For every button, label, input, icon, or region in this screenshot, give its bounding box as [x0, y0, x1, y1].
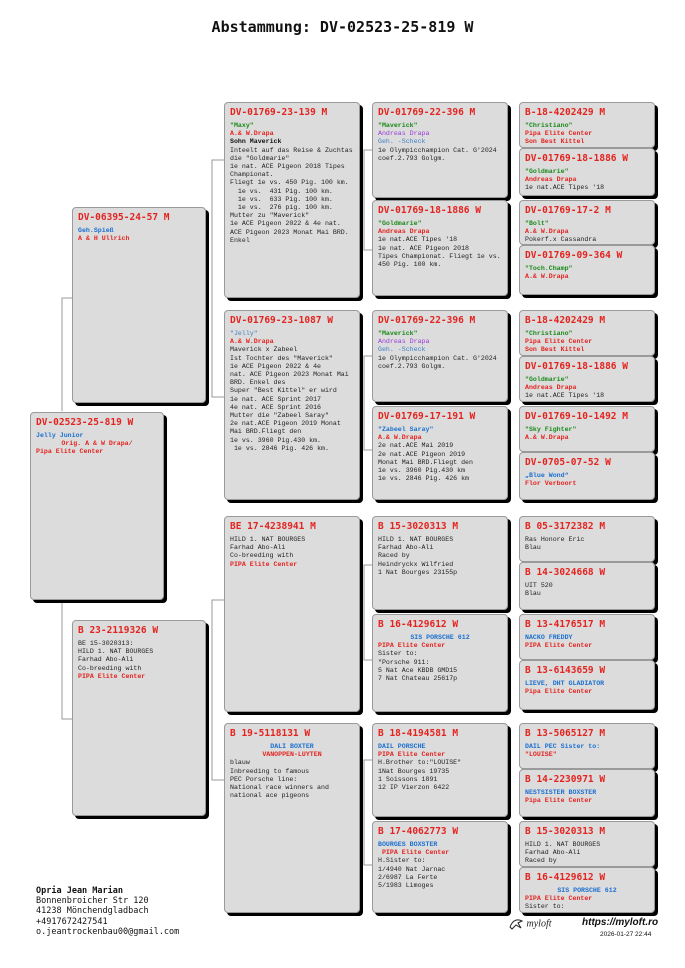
- generation-4-ancestor-card-6[interactable]: [519, 406, 655, 452]
- pedigree-text-line: 1e vs. 3960 Pig.430 km: [378, 467, 466, 475]
- ring-number: DV-01769-18-1886 W: [525, 153, 628, 164]
- pedigree-text-line: 5 Nat Ace KBDB GMD15: [378, 666, 458, 674]
- pedigree-text-line: VANOPPEN-LUYTEN: [262, 751, 322, 759]
- page-title: Abstammung: DV-02523-25-819 W: [211, 18, 474, 36]
- pedigree-text-line: Jelly Junior: [36, 432, 84, 439]
- timestamp: 2026-01-27 22:44: [600, 931, 652, 938]
- breeder-name: Opria Jean Marian: [36, 886, 123, 896]
- pedigree-text-line: A.& W.Drapa: [525, 228, 569, 236]
- pedigree-text-line: 12 IP Vierzon 6422: [378, 784, 450, 792]
- pedigree-text-line: HILD 1. NAT BOURGES: [525, 841, 601, 848]
- pedigree-text-line: NACKO FREDDY: [525, 634, 573, 641]
- pedigree-text-line: H.Sister to:: [378, 857, 426, 865]
- pedigree-text-line: 1e Olympicchampion Cat. G'2024 coef.2.793 Golgm.: [378, 354, 501, 370]
- generation-4-ancestor-card-14[interactable]: [519, 821, 655, 867]
- breeder-address: [36, 886, 179, 937]
- generation-3-ancestor-card-6[interactable]: [372, 723, 508, 817]
- pedigree-text-line: Geh.Spieß: [78, 227, 114, 234]
- father-card[interactable]: [72, 207, 206, 403]
- pedigree-text-line: Raced by: [525, 857, 557, 865]
- pedigree-text-line: Pipa Elite Center: [525, 338, 593, 346]
- pedigree-text-line: A.& W.Drapa: [230, 130, 274, 138]
- pedigree-text-line: 1e vs. 2846 Pig. 426 km: [378, 475, 470, 483]
- generation-4-ancestor-card-8[interactable]: [519, 516, 655, 562]
- ring-number: B 16-4129612 W: [525, 872, 606, 883]
- pedigree-text-line: "Christiano": [525, 330, 573, 337]
- ring-number: DV-01769-17-2 M: [525, 205, 611, 216]
- pedigree-text-line: "Porsche 911:: [378, 658, 430, 666]
- generation-4-ancestor-card-12[interactable]: [519, 723, 655, 769]
- generation-3-ancestor-card-5[interactable]: [372, 614, 508, 712]
- logo-text: myloft: [526, 918, 552, 930]
- pedigree-text-line: Geh. -Scheck: [378, 346, 426, 354]
- ring-number: DV-01769-18-1886 W: [525, 361, 628, 372]
- pedigree-text-line: Orig. A & W Drapa/: [61, 440, 133, 448]
- breeder-city: 41238 Mönchendgladbach: [36, 906, 149, 917]
- generation-2-ancestor-card-1[interactable]: [224, 310, 360, 500]
- pedigree-text-line: Pipa Elite Center: [525, 130, 593, 138]
- generation-4-ancestor-card-4[interactable]: [519, 310, 655, 356]
- ring-number: DV-01769-22-396 M: [378, 315, 476, 326]
- pedigree-text-line: Son Best Kittel: [525, 138, 585, 146]
- pedigree-text-line: 1e vs. 2846 Pig. 426 km.: [230, 444, 329, 452]
- pedigree-text-line: "Goldmarie": [525, 376, 569, 383]
- generation-4-ancestor-card-13[interactable]: [519, 769, 655, 817]
- ring-number: B 14-3024668 W: [525, 567, 606, 578]
- pedigree-text-line: Ist Tochter des "Maverick": [230, 354, 333, 362]
- pedigree-text-line: "Maverick": [378, 330, 418, 337]
- pedigree-text-line: Farhad Abo-Ali: [525, 849, 581, 857]
- ring-number: DV-01769-22-396 M: [378, 107, 476, 118]
- pedigree-text-line: 1e nat. ACE Pigeon 2018: [378, 244, 470, 252]
- pedigree-text-line: "Maverick": [378, 122, 418, 129]
- pedigree-text-line: Blau: [525, 544, 541, 552]
- generation-3-ancestor-card-2[interactable]: [372, 310, 508, 402]
- pedigree-text-line: Co-breeding with: [78, 664, 142, 672]
- pedigree-text-line: 1/4940 Nat Jarnac: [378, 865, 446, 873]
- pedigree-text-line: Raced by: [378, 552, 410, 560]
- pedigree-text-line: "LOUISE": [525, 751, 557, 759]
- pedigree-text-line: Pokerf.x Cassandra: [525, 236, 597, 244]
- pedigree-text-line: Sohn Maverick: [230, 138, 282, 146]
- generation-4-ancestor-card-2[interactable]: [519, 200, 655, 245]
- pedigree-text-line: PIPA Elite Center: [378, 751, 446, 759]
- ring-number: B 05-3172382 M: [525, 521, 606, 532]
- ring-number: DV-01769-17-191 W: [378, 411, 476, 422]
- pedigree-text-line: 1e Olympicchampion Cat. G'2024 coef.2.793 Golgm.: [378, 146, 501, 162]
- pedigree-text-line: A.& W.Drapa: [378, 434, 422, 442]
- ring-number: B 19-5118131 W: [230, 728, 311, 739]
- pedigree-text-line: DAIL PEC Sister to:: [525, 743, 601, 750]
- pedigree-text-line: 1e nat. ACE Pigeon 2018 Tipes Championat.: [230, 163, 349, 179]
- ring-number: B 13-5065127 M: [525, 728, 606, 739]
- pedigree-text-line: HILD 1. NAT BOURGES: [78, 648, 154, 656]
- breeder-street: Bonnenbroicher Str 120: [36, 896, 149, 907]
- ring-number: B 16-4129612 W: [378, 619, 459, 630]
- pedigree-text-line: 1Nat Bourges 19735: [378, 767, 450, 775]
- generation-4-ancestor-card-9[interactable]: [519, 562, 655, 610]
- breeder-phone: +4917672427541: [36, 916, 108, 927]
- pedigree-text-line: DALI BOXTER: [270, 743, 314, 750]
- pedigree-text-line: LIEVE, DHT GLADIATOR: [525, 680, 605, 687]
- subject-pigeon-card[interactable]: [30, 412, 164, 600]
- pedigree-text-line: "Toch.Champ": [525, 265, 573, 272]
- pedigree-text-line: A & H Ullrich: [78, 235, 130, 243]
- pedigree-text-line: PEC Porsche line:: [230, 775, 298, 783]
- pedigree-text-line: Inbreeding to famous: [230, 767, 310, 775]
- pedigree-text-line: 7 Nat Chateau 25617p: [378, 675, 458, 683]
- pedigree-text-line: 1e vs. 276 pig. 100 km.: [230, 204, 333, 212]
- pedigree-text-line: H.Brother to:"LOUISE": [378, 759, 462, 767]
- pedigree-text-line: Son Best Kittel: [525, 346, 585, 354]
- pedigree-text-line: 2e nat.ACE Mai 2019: [378, 442, 454, 450]
- ring-number: DV-0705-07-52 W: [525, 457, 611, 468]
- pedigree-text-line: Farhad Abo-Ali: [230, 544, 286, 552]
- pedigree-text-line: 1e vs. 3960 Pig.430 km.: [230, 436, 322, 444]
- pedigree-text-line: PIPA Elite Center: [525, 642, 593, 650]
- pedigree-text-line: Fliegt 1e vs. 450 Pig. 100 km.: [230, 179, 349, 187]
- pedigree-text-line: DAIL PORSCHE: [378, 743, 426, 750]
- pedigree-text-line: HILD 1. NAT BOURGES: [378, 536, 454, 543]
- pedigree-text-line: 1e nat.ACE Tipes '18: [525, 184, 605, 192]
- pedigree-text-line: Geh. -Scheck: [378, 138, 426, 146]
- generation-4-ancestor-card-5[interactable]: [519, 356, 655, 402]
- pedigree-text-line: Blau: [525, 590, 541, 598]
- generation-2-ancestor-card-3[interactable]: [224, 723, 360, 913]
- generation-3-ancestor-card-0[interactable]: [372, 102, 508, 198]
- breeder-email: o.jeantrockenbau00@gmail.com: [36, 926, 180, 937]
- pedigree-text-line: PIPA Elite Center: [78, 672, 146, 680]
- generation-2-ancestor-card-2[interactable]: [224, 516, 360, 712]
- pedigree-text-line: Farhad Abo-Ali: [78, 656, 134, 664]
- pedigree-text-line: 1e ACE Pigeon 2022 & 4e: [230, 362, 322, 370]
- pedigree-text-line: "Goldmarie": [378, 220, 422, 227]
- pedigree-text-line: 1e ACE Pigeon 2022 & 4e nat. ACE Pigeon 2023 Monat Mai BRD. Enkel: [230, 220, 353, 244]
- pedigree-text-line: 2e nat.ACE Pigeon 2019: [378, 450, 466, 458]
- generation-3-ancestor-card-3[interactable]: [372, 406, 508, 500]
- ring-number: B 15-3020313 M: [525, 826, 606, 837]
- pedigree-text-line: Andreas Drapa: [378, 228, 430, 236]
- pedigree-text-line: "Goldmarie": [525, 168, 569, 175]
- pedigree-text-line: PIPA Elite Center: [230, 560, 298, 568]
- ring-number: DV-01769-23-1087 W: [230, 315, 333, 326]
- ring-number: BE 17-4238941 M: [230, 521, 316, 532]
- pedigree-text-line: 1e nat.ACE Tipes '18: [378, 236, 458, 244]
- generation-4-ancestor-card-10[interactable]: [519, 614, 655, 660]
- pedigree-text-line: UIT 520: [525, 582, 553, 589]
- ring-number: DV-01769-18-1886 W: [378, 205, 481, 216]
- pedigree-text-line: SIS PORSCHE 612: [410, 634, 470, 641]
- pedigree-text-line: Mutter zu "Maverick": [230, 212, 310, 220]
- pedigree-text-line: Heindryckx Wilfried: [378, 560, 454, 568]
- generation-4-ancestor-card-1[interactable]: [519, 148, 655, 196]
- pedigree-text-line: BE 15-3020313:: [78, 640, 134, 647]
- pedigree-text-line: Super "Best Kittel" er wird: [230, 387, 337, 395]
- pedigree-text-line: Sister to:: [378, 650, 418, 658]
- ring-number: DV-01769-23-139 M: [230, 107, 328, 118]
- generation-3-ancestor-card-7[interactable]: [372, 821, 508, 913]
- generation-4-ancestor-card-3[interactable]: [519, 245, 655, 295]
- pedigree-text-line: „Blue Wond“: [525, 472, 569, 479]
- pedigree-text-line: "Bolt": [525, 220, 549, 227]
- generation-3-ancestor-card-1[interactable]: [372, 200, 508, 296]
- pedigree-text-line: Maverick x Zabeel: [230, 346, 298, 354]
- ring-number: B-18-4202429 M: [525, 315, 606, 326]
- pedigree-text-line: SIS PORSCHE 612: [557, 887, 617, 894]
- pedigree-text-line: A.& W.Drapa: [230, 338, 274, 346]
- pedigree-text-line: blauw: [230, 759, 250, 767]
- pedigree-text-line: A.& W.Drapa: [525, 273, 569, 281]
- generation-4-ancestor-card-7[interactable]: [519, 452, 655, 500]
- pedigree-text-line: 2e nat.ACE Pigeon 2019 Monat Mai BRD.Fliegt den: [230, 420, 345, 436]
- pigeon-icon: [508, 917, 524, 931]
- ring-number: B 13-6143659 W: [525, 665, 606, 676]
- pedigree-text-line: 2/6987 La Ferte: [378, 873, 438, 881]
- pedigree-text-line: 1e vs. 633 Pig. 100 km.: [230, 195, 333, 203]
- pedigree-text-line: NESTSISTER BOXSTER: [525, 789, 597, 796]
- mother-card[interactable]: [72, 620, 206, 816]
- generation-3-ancestor-card-4[interactable]: [372, 516, 508, 610]
- generation-4-ancestor-card-0[interactable]: [519, 102, 655, 148]
- pedigree-text-line: "Jelly": [230, 330, 258, 337]
- pedigree-text-line: Inteelt auf das Reise & Zuchtas die "Goldmarie": [230, 146, 357, 162]
- pedigree-text-line: PIPA Elite Center: [378, 849, 450, 857]
- pedigree-text-line: 1 Nat Bourges 23155p: [378, 568, 458, 576]
- pedigree-text-line: Mutter die "Zabeel Saray": [230, 412, 329, 420]
- pedigree-text-line: BOURGES BOXSTER: [378, 841, 438, 848]
- pedigree-text-line: national ace pigeons: [230, 792, 310, 800]
- pedigree-text-line: Co-breeding with: [230, 552, 294, 560]
- pedigree-text-line: Flor Verboort: [525, 480, 577, 488]
- ring-number: DV-01769-09-364 W: [525, 250, 623, 261]
- ring-number: B 14-2230971 W: [525, 774, 606, 785]
- pedigree-text-line: 1e vs. 431 Pig. 100 km.: [230, 187, 333, 195]
- pedigree-text-line: HILD 1. NAT BOURGES: [230, 536, 306, 543]
- ring-number: B 15-3020313 M: [378, 521, 459, 532]
- pedigree-text-line: Pipa Elite Center: [525, 797, 593, 805]
- pedigree-text-line: Andreas Drapa: [378, 338, 430, 346]
- pedigree-text-line: PIPA Elite Center: [525, 895, 593, 903]
- pedigree-text-line: PIPA Elite Center: [378, 642, 446, 650]
- ring-number: B 13-4176517 M: [525, 619, 606, 630]
- pedigree-text-line: Andreas Drapa: [525, 176, 577, 184]
- pedigree-text-line: "Maxy": [230, 122, 254, 129]
- pedigree-text-line: Ras Honore Eric: [525, 536, 585, 543]
- pedigree-text-line: Sister to:: [525, 903, 565, 911]
- pedigree-text-line: Pipa Elite Center: [36, 448, 104, 456]
- pedigree-text-line: 5/1983 Limoges: [378, 882, 434, 890]
- ring-number: B 18-4194581 M: [378, 728, 459, 739]
- ring-number: DV-01769-10-1492 M: [525, 411, 628, 422]
- generation-4-ancestor-card-11[interactable]: [519, 660, 655, 710]
- pedigree-text-line: "Zabeel Saray": [378, 426, 434, 433]
- pedigree-text-line: Tipes Championat. Fliegt 1e vs. 450 Pig. 100 km.: [378, 252, 505, 269]
- pedigree-text-line: 1e nat. ACE Sprint 2017: [230, 395, 322, 403]
- pedigree-text-line: Andreas Drapa: [525, 384, 577, 392]
- generation-2-ancestor-card-0[interactable]: [224, 102, 360, 298]
- pedigree-text-line: "Sky Fighter": [525, 426, 577, 433]
- pedigree-text-line: 1e nat.ACE Tipes '18: [525, 392, 605, 400]
- pedigree-text-line: Farhad Abo-Ali: [378, 544, 434, 552]
- pedigree-text-line: "Christiano": [525, 122, 573, 129]
- pedigree-text-line: A.& W.Drapa: [525, 434, 569, 442]
- pedigree-text-line: 4e nat. ACE Sprint 2016: [230, 403, 322, 411]
- pedigree-text-line: National race winners and: [230, 784, 329, 792]
- ring-number: B 23-2119326 W: [78, 625, 159, 636]
- pedigree-text-line: 1 Soissons 1891: [378, 775, 438, 783]
- ring-number: DV-02523-25-819 W: [36, 417, 134, 428]
- ring-number: DV-06395-24-57 M: [78, 212, 170, 223]
- generation-4-ancestor-card-15[interactable]: [519, 867, 655, 913]
- site-url[interactable]: https://myloft.ro: [582, 917, 659, 928]
- pedigree-text-line: Monat Mai BRD.Fliegt den: [378, 458, 473, 466]
- pedigree-text-line: Pipa Elite Center: [525, 688, 593, 696]
- myloft-logo: [508, 917, 552, 931]
- ring-number: B-18-4202429 M: [525, 107, 606, 118]
- pedigree-text-line: Andreas Drapa: [378, 130, 430, 138]
- pedigree-text-line: nat. ACE Pigeon 2023 Monat Mai BRD. Enkel des: [230, 371, 353, 387]
- ring-number: B 17-4062773 W: [378, 826, 459, 837]
